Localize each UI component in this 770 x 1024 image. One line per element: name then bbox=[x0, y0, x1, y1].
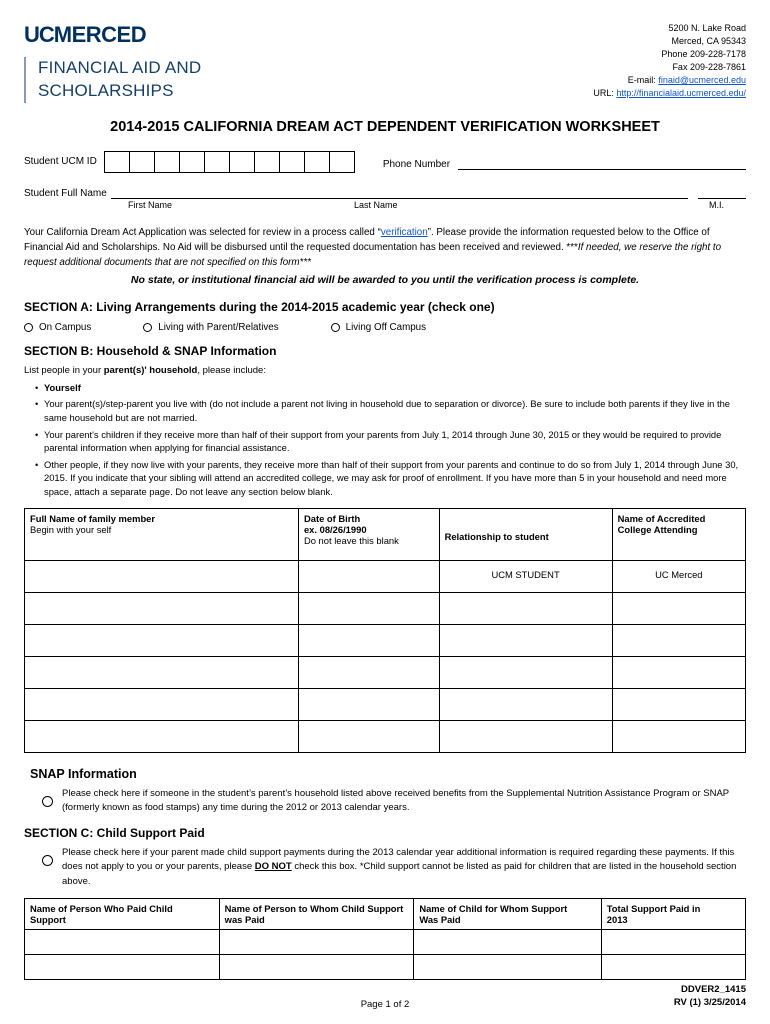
id-box[interactable] bbox=[179, 151, 205, 173]
cell-relationship[interactable] bbox=[439, 720, 612, 752]
household-table-head bbox=[25, 508, 746, 560]
cell-dob[interactable] bbox=[298, 656, 439, 688]
child-support-text-1: Please check here if your parent made child support payments during the 2013 calendar year additional information is required regarding these payments. If this does not apply to you or your parents, please bbox=[62, 847, 735, 873]
cell-full-name[interactable] bbox=[25, 560, 299, 592]
id-box[interactable] bbox=[304, 151, 330, 173]
cell-college[interactable] bbox=[612, 592, 745, 624]
table-row bbox=[25, 954, 746, 979]
table-row bbox=[25, 720, 746, 752]
cell-dob[interactable] bbox=[298, 688, 439, 720]
table-header-row bbox=[25, 508, 746, 560]
contact-block bbox=[593, 22, 746, 100]
phone-number-field-group bbox=[383, 154, 746, 170]
household-intro-part-1: List people in your bbox=[24, 364, 104, 376]
child-support-text-2: check this box. *Child support cannot be listed as paid for children that are listed in the household section above. bbox=[62, 861, 737, 887]
cell-relationship[interactable] bbox=[439, 624, 612, 656]
household-intro bbox=[24, 365, 746, 376]
header-total-line-2: 2013 bbox=[606, 913, 628, 925]
email-label: E-mail: bbox=[627, 75, 656, 86]
cell-child[interactable] bbox=[414, 954, 601, 979]
cell-full-name[interactable] bbox=[25, 688, 299, 720]
radio-circle-icon[interactable] bbox=[331, 323, 340, 332]
household-intro-bold: parent(s)' household bbox=[103, 364, 198, 376]
cell-child[interactable] bbox=[414, 929, 601, 954]
intro-emphasis: No state, or institutional financial aid will be awarded to you until the verification process is complete. bbox=[130, 274, 640, 287]
url-row bbox=[593, 87, 746, 100]
cell-relationship[interactable] bbox=[439, 688, 612, 720]
header-payer-line-1: Name of Person Who Paid Child bbox=[30, 902, 173, 914]
radio-living-with-parent[interactable] bbox=[143, 322, 278, 333]
url-label: URL: bbox=[593, 88, 614, 99]
header-dob-line-2: ex. 08/26/1990 bbox=[303, 523, 367, 535]
student-name-label: Student Full Name bbox=[24, 187, 107, 199]
cell-college[interactable] bbox=[612, 720, 745, 752]
page-number: Page 1 of 2 bbox=[360, 999, 410, 1010]
address-line-1: 5200 N. Lake Road bbox=[668, 23, 746, 33]
header-payee-line-1: Name of Person to Whom Child Support bbox=[224, 902, 404, 914]
header-child-line-2: Was Paid bbox=[419, 913, 461, 925]
bullet-2-text: Your parent(s)/step-parent you live with (do not include a parent not living in household due to separation or divorce). Be sure to include both parents if they live in the same household but are not married. bbox=[44, 398, 730, 423]
bullet-3-text: Your parent's children if they receive more than half of their support from your parents from July 1, 2014 through June 30, 2015 or they would be required to provide parental information when applying for financial assistance. bbox=[44, 428, 722, 454]
cell-dob[interactable] bbox=[298, 720, 439, 752]
header-relationship bbox=[439, 508, 612, 560]
cell-payee[interactable] bbox=[219, 929, 414, 954]
department-name bbox=[24, 57, 201, 103]
page-footer bbox=[24, 984, 746, 1010]
cell-dob[interactable] bbox=[298, 624, 439, 656]
child-support-checkbox-row[interactable] bbox=[24, 846, 746, 889]
list-item bbox=[35, 428, 746, 455]
phone-number-input[interactable] bbox=[458, 154, 746, 170]
verification-link[interactable]: verification bbox=[380, 226, 428, 238]
cell-dob[interactable] bbox=[298, 560, 439, 592]
cell-dob[interactable] bbox=[298, 592, 439, 624]
household-table-body bbox=[25, 560, 746, 752]
header-full-name-line-2: Begin with your self bbox=[30, 523, 112, 535]
email-row bbox=[593, 74, 746, 87]
brand-block bbox=[24, 22, 201, 103]
living-arrangement-options bbox=[24, 322, 746, 333]
table-row bbox=[25, 929, 746, 954]
last-name-sublabel: Last Name bbox=[354, 199, 398, 210]
student-id-input[interactable] bbox=[105, 151, 355, 173]
snap-checkbox-label: Please check here if someone in the student’s parent’s household listed above received benefits from the Supplemental Nutrition Assistance Program or SNAP (formerly known as food stamps) any time during the 2012 or 2013 calendar years. bbox=[62, 787, 729, 813]
cell-relationship: UCM STUDENT bbox=[439, 560, 612, 592]
child-support-text-bold: DO NOT bbox=[254, 861, 292, 873]
form-code-block bbox=[674, 984, 746, 1010]
header-child-name bbox=[414, 898, 601, 929]
header-dob-line-3: Do not leave this blank bbox=[303, 534, 399, 546]
table-row bbox=[25, 624, 746, 656]
phone-number: Phone 209-228-7178 bbox=[661, 49, 746, 60]
id-box[interactable] bbox=[154, 151, 180, 173]
household-table bbox=[24, 508, 746, 753]
cell-college[interactable] bbox=[612, 656, 745, 688]
name-sublabels bbox=[24, 200, 746, 213]
logo-merced-text: MERCED bbox=[53, 22, 147, 47]
cell-full-name[interactable] bbox=[25, 720, 299, 752]
cell-college[interactable] bbox=[612, 688, 745, 720]
header-college-line-2: College Attending bbox=[617, 523, 698, 535]
list-item bbox=[35, 397, 746, 424]
child-support-table-body bbox=[25, 929, 746, 979]
snap-checkbox-row[interactable] bbox=[24, 787, 746, 816]
id-box[interactable] bbox=[279, 151, 305, 173]
header-full-name bbox=[25, 508, 299, 560]
bullet-4-text: Other people, if they now live with your parents, they receive more than half of their support from your parents and continue to do so from July 1, 2014 through June 30, 2015. If you indicate that your sibling will attend an accredited college, we may ask for proof of enrollment. If you have more than 5 in your household and need more space, attach a separate page. Do not leave any section below blank. bbox=[44, 458, 739, 498]
intro-text-part-1: Your California Dream Act Application was selected for review in a process called “ bbox=[24, 226, 381, 238]
header-payee-name bbox=[219, 898, 414, 929]
header-total-line-1: Total Support Paid in bbox=[606, 902, 701, 914]
bullet-1-text: Yourself bbox=[44, 381, 81, 393]
intro-text-part-2: ”. Please provide the information requested below to the Office of Financial Aid and Scholarships. No Aid will be disbursed until the requested documentation has been received and reviewed. *** bbox=[24, 226, 710, 254]
radio-living-off-campus[interactable] bbox=[331, 322, 426, 333]
cell-payee[interactable] bbox=[219, 954, 414, 979]
student-id-label: Student UCM ID bbox=[24, 156, 97, 168]
header-relationship-text: Relationship to student bbox=[444, 530, 549, 542]
logo-uc-text: UC bbox=[24, 22, 54, 47]
id-box[interactable] bbox=[204, 151, 230, 173]
cell-college[interactable] bbox=[612, 624, 745, 656]
middle-initial-sublabel: M.I. bbox=[709, 199, 724, 210]
department-line-2: SCHOLARSHIPS bbox=[38, 80, 174, 100]
cell-relationship[interactable] bbox=[439, 656, 612, 688]
cell-total[interactable] bbox=[601, 929, 745, 954]
id-box[interactable] bbox=[229, 151, 255, 173]
header-dob-line-1: Date of Birth bbox=[303, 512, 361, 524]
table-row bbox=[25, 560, 746, 592]
table-row bbox=[25, 688, 746, 720]
header-payer-line-2: Support bbox=[30, 913, 66, 925]
email-link[interactable]: finaid@ucmerced.edu bbox=[658, 75, 746, 86]
id-box[interactable] bbox=[129, 151, 155, 173]
section-b-heading: SECTION B: Household & SNAP Information bbox=[24, 343, 277, 358]
household-bullet-list bbox=[24, 381, 746, 499]
list-item bbox=[35, 458, 746, 499]
student-id-row bbox=[24, 151, 746, 173]
cell-total[interactable] bbox=[601, 954, 745, 979]
child-support-checkbox-label bbox=[62, 846, 746, 889]
header-child-line-1: Name of Child for Whom Support bbox=[419, 902, 568, 914]
child-support-table bbox=[24, 898, 746, 980]
form-code: DDVER2_1415 bbox=[681, 984, 746, 996]
section-a-heading: SECTION A: Living Arrangements during the 2014-2015 academic year (check one) bbox=[24, 299, 495, 314]
first-name-sublabel: First Name bbox=[128, 199, 173, 210]
cell-payer[interactable] bbox=[25, 954, 220, 979]
middle-initial-input[interactable] bbox=[698, 185, 746, 199]
cell-full-name[interactable] bbox=[25, 656, 299, 688]
header-college bbox=[612, 508, 745, 560]
cell-full-name[interactable] bbox=[25, 624, 299, 656]
page-header bbox=[24, 0, 746, 103]
snap-checkbox-icon[interactable] bbox=[42, 796, 53, 807]
radio-circle-icon[interactable] bbox=[143, 323, 152, 332]
student-name-row bbox=[24, 185, 746, 199]
page-title: 2014-2015 CALIFORNIA DREAM ACT DEPENDENT VERIFICATION WORKSHEET bbox=[110, 118, 660, 135]
uc-merced-logo bbox=[24, 22, 201, 48]
header-payer-name bbox=[25, 898, 220, 929]
table-row bbox=[25, 656, 746, 688]
phone-number-label: Phone Number bbox=[382, 158, 451, 170]
address-line-2: Merced, CA 95343 bbox=[671, 36, 746, 47]
radio-living-off-campus-label: Living Off Campus bbox=[345, 321, 427, 333]
id-box[interactable] bbox=[104, 151, 130, 173]
id-box[interactable] bbox=[254, 151, 280, 173]
header-college-line-1: Name of Accredited bbox=[617, 512, 706, 524]
intro-paragraph bbox=[24, 225, 746, 289]
cell-college: UC Merced bbox=[612, 560, 745, 592]
radio-on-campus-label: On Campus bbox=[39, 321, 92, 333]
table-header-row bbox=[25, 898, 746, 929]
intro-italic-note: If needed, we reserve the right to request additional documents that are not specified on this form*** bbox=[24, 242, 722, 269]
header-full-name-line-1: Full Name of family member bbox=[30, 512, 156, 524]
id-box[interactable] bbox=[329, 151, 355, 173]
household-intro-part-2: , please include: bbox=[197, 364, 266, 376]
radio-circle-icon[interactable] bbox=[24, 323, 33, 332]
list-item bbox=[35, 381, 746, 395]
snap-heading: SNAP Information bbox=[30, 766, 137, 781]
cell-relationship[interactable] bbox=[439, 592, 612, 624]
header-date-of-birth bbox=[298, 508, 439, 560]
header-total-support bbox=[601, 898, 745, 929]
child-support-checkbox-icon[interactable] bbox=[42, 855, 53, 866]
department-line-1: FINANCIAL AID AND bbox=[38, 58, 202, 77]
child-support-table-head bbox=[25, 898, 746, 929]
radio-living-with-parent-label: Living with Parent/Relatives bbox=[158, 321, 279, 333]
cell-payer[interactable] bbox=[25, 929, 220, 954]
form-revision: RV (1) 3/25/2014 bbox=[673, 997, 746, 1009]
fax-number: Fax 209-228-7861 bbox=[672, 62, 746, 73]
cell-full-name[interactable] bbox=[25, 592, 299, 624]
website-link[interactable]: http://financialaid.ucmerced.edu/ bbox=[616, 88, 746, 99]
student-name-input[interactable] bbox=[111, 185, 688, 199]
table-row bbox=[25, 592, 746, 624]
header-payee-line-2: was Paid bbox=[224, 913, 265, 925]
radio-on-campus[interactable] bbox=[24, 322, 91, 333]
section-c-heading: SECTION C: Child Support Paid bbox=[24, 826, 205, 841]
